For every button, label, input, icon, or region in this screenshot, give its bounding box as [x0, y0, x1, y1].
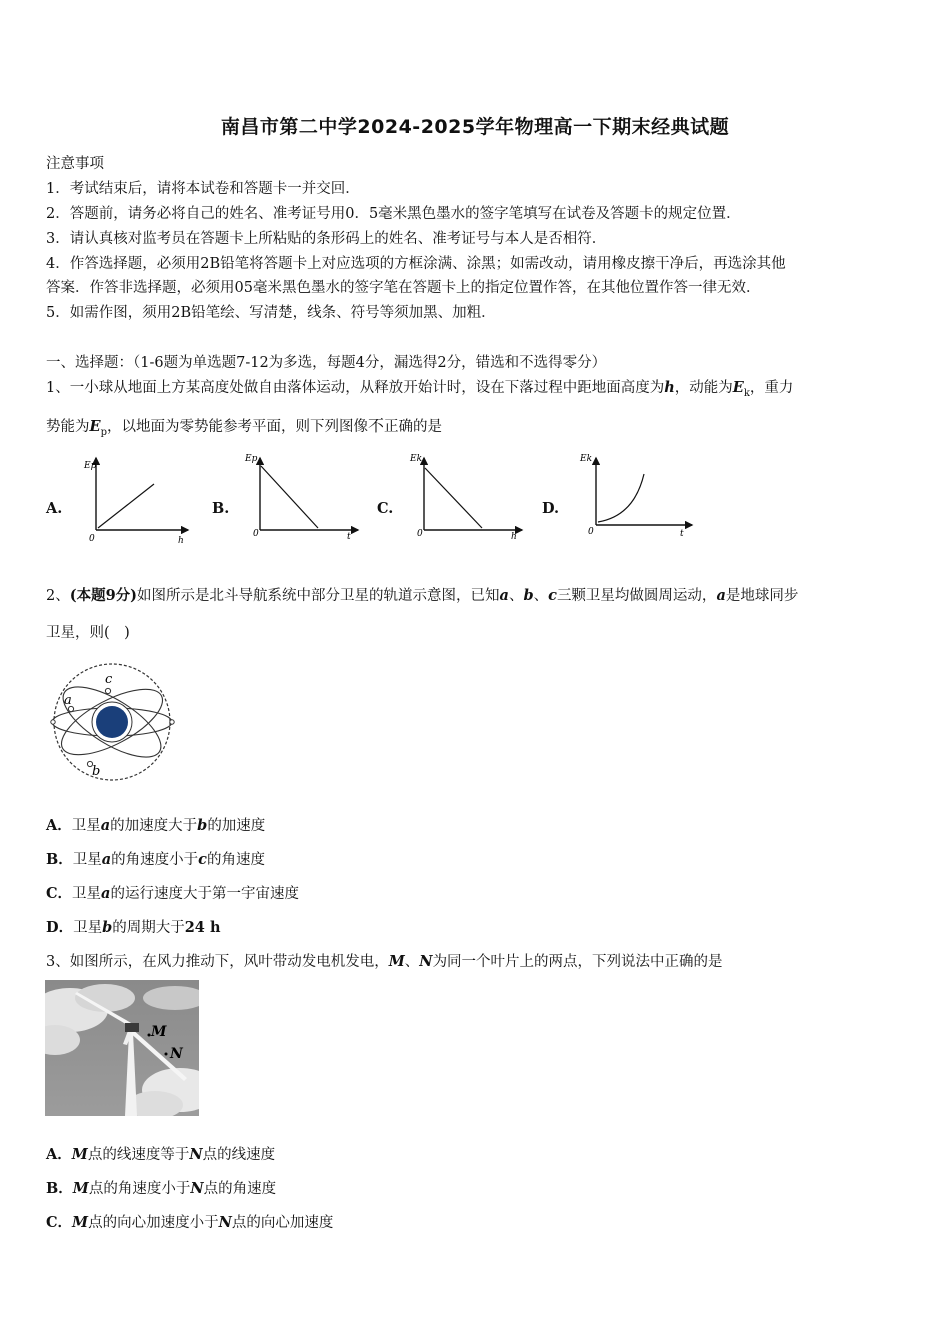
- q1-graph-d-origin: 0: [588, 527, 594, 537]
- q2-var-c: c: [548, 587, 557, 604]
- q2-option-text: 的角速度小于: [111, 852, 199, 868]
- q3-option-key: C．: [46, 1214, 73, 1231]
- q3-var-n: N: [419, 953, 433, 970]
- section-heading: 一、选择题：（1-6题为单选题7-12为多选，每题4分，漏选得2分，错选和不选得零分）: [46, 355, 607, 371]
- q2-sep: 、: [533, 588, 549, 604]
- q2-text: 如图所示是北斗导航系统中部分卫星的轨道示意图，已知: [137, 588, 500, 604]
- q2-var-a: a: [499, 587, 509, 604]
- q3-option-var: M: [72, 1180, 89, 1197]
- q1-text: 1、一小球从地面上方某高度处做自由落体运动，从释放开始计时，设在下落过程中距地面高度为: [46, 380, 665, 396]
- q1-graph-c-ylabel: Ek: [410, 454, 423, 464]
- q1-option-c-label: C.: [377, 500, 394, 517]
- q2-option-a[interactable]: [46, 814, 265, 835]
- q2-score: (本题9分): [69, 587, 138, 604]
- q2-option-text: 卫星: [73, 920, 103, 936]
- q2-orbit-diagram: [48, 660, 178, 785]
- q3-text: 为同一个叶片上的两点，下列说法中正确的是: [432, 954, 723, 970]
- q2-label-a: a: [64, 693, 72, 708]
- q1-graph-d-curve: [598, 474, 644, 522]
- q1-var-ep: E: [89, 418, 101, 435]
- q3-option-c[interactable]: [46, 1211, 333, 1232]
- q1-graph-c-origin: 0: [417, 529, 423, 539]
- q3-option-key: B．: [46, 1180, 73, 1197]
- q2-stem-line1: [46, 584, 798, 605]
- q2-option-text: 的角速度: [207, 852, 266, 868]
- q3-option-var: N: [189, 1146, 203, 1163]
- q3-option-b[interactable]: [46, 1177, 276, 1198]
- q3-text: 3、如图所示，在风力推动下，风叶带动发电机发电，: [46, 954, 389, 970]
- q1-graph-b-ylabel: Ep: [245, 454, 258, 464]
- q3-option-text: 点的线速度等于: [87, 1147, 190, 1163]
- q3-var-m: M: [388, 953, 405, 970]
- notice-item-4: 4．作答选择题，必须用2B铅笔将答题卡上对应选项的方框涂满、涂黑；如需改动，请用橡皮擦干净后，再选涂其他: [46, 256, 786, 272]
- q2-var-a: a: [716, 587, 726, 604]
- page-title: 南昌市第二中学2024-2025学年物理高一下期末经典试题: [220, 116, 730, 138]
- q2-sep: 、: [508, 588, 524, 604]
- q1-graph-b-line: [261, 466, 318, 528]
- q1-emphasis-not: 不: [367, 416, 384, 435]
- q3-turbine-hub: [125, 1023, 139, 1032]
- q1-sub-p: p: [100, 426, 107, 438]
- q1-graph-a: [76, 450, 196, 548]
- q3-option-text: 点的角速度: [203, 1181, 277, 1197]
- q2-option-text: 的加速度大于: [110, 818, 198, 834]
- q2-stem-line2: 卫星，则( ): [46, 625, 130, 641]
- q1-graph-c-xlabel: h: [511, 532, 517, 542]
- q3-option-text: 点的向心加速度: [231, 1215, 334, 1231]
- q2-text: 是地球同步: [725, 588, 799, 604]
- q3-photo-label-n: N: [170, 1046, 183, 1062]
- q1-text: ，重力: [749, 380, 794, 396]
- q3-option-var: N: [190, 1180, 204, 1197]
- notice-item-4-cont: 答案．作答非选择题，必须用05毫米黑色墨水的签字笔在答题卡上的指定位置作答，在其他位置作答一律无效．: [46, 280, 761, 296]
- q3-option-text: 点的线速度: [202, 1147, 276, 1163]
- q1-option-b-label: B.: [212, 500, 230, 517]
- q2-option-c[interactable]: [46, 882, 299, 903]
- notice-item-3: 3．请认真核对监考员在答题卡上所粘贴的条形码上的姓名、准考证号与本人是否相符．: [46, 231, 607, 247]
- notice-item-5: 5．如需作图，须用2B铅笔绘、写清楚，线条、符号等须加黑、加粗．: [46, 305, 496, 321]
- notice-item-1: 1．考试结束后，请将本试卷和答题卡一并交回．: [46, 181, 360, 197]
- q1-text: ，以地面为零势能参考平面，则下列图像: [106, 419, 368, 435]
- q2-option-value: 24 h: [184, 919, 221, 936]
- q1-var-ek: E: [732, 379, 744, 396]
- q1-graph-d: [576, 450, 696, 548]
- q2-option-var: a: [100, 817, 111, 834]
- q3-option-var: M: [71, 1146, 88, 1163]
- q3-option-a[interactable]: [46, 1143, 275, 1164]
- q1-text: ，动能为: [674, 380, 733, 396]
- q3-sep: 、: [404, 954, 420, 970]
- q2-option-text: 的加速度: [207, 818, 266, 834]
- q1-graph-d-xlabel: t: [680, 529, 684, 539]
- q2-option-var: a: [101, 851, 112, 868]
- q1-graph-b-xlabel: t: [347, 532, 351, 542]
- q1-graph-c: [404, 450, 524, 548]
- notice-item-2: 2．答题前，请务必将自己的姓名、准考证号用0．5毫米黑色墨水的签字笔填写在试卷及答题卡的规定位置．: [46, 206, 741, 222]
- q1-sub-k: k: [743, 387, 750, 399]
- q3-option-var: M: [72, 1214, 89, 1231]
- q1-graph-b-origin: 0: [253, 529, 259, 539]
- q2-option-key: D．: [46, 919, 74, 936]
- notice-heading: 注意事项: [46, 156, 104, 172]
- q1-text: 势能为: [46, 419, 90, 435]
- q1-graph-a-line: [98, 484, 154, 528]
- q2-option-var: c: [198, 851, 208, 868]
- q1-option-a-label: A.: [46, 500, 63, 517]
- q1-stem-line1: [46, 376, 793, 399]
- q1-text: 正确的是: [383, 419, 442, 435]
- q1-graph-c-line: [425, 468, 482, 528]
- q2-option-text: 的运行速度大于第一宇宙速度: [110, 886, 299, 902]
- earth-icon: [96, 706, 128, 738]
- q1-var-h: h: [664, 379, 675, 396]
- q2-option-var: b: [102, 919, 113, 936]
- q2-option-text: 的周期大于: [112, 920, 185, 936]
- q3-option-text: 点的角速度小于: [88, 1181, 191, 1197]
- q2-option-b[interactable]: [46, 848, 265, 869]
- q2-var-b: b: [523, 587, 534, 604]
- q2-option-var: b: [197, 817, 208, 834]
- q2-option-text: 卫星: [72, 886, 102, 902]
- q3-photo-label-m: M: [151, 1024, 167, 1040]
- q2-option-var: a: [101, 885, 111, 902]
- q1-stem-line2: [46, 413, 442, 438]
- q2-option-text: 卫星: [72, 852, 102, 868]
- q2-label-b: b: [92, 764, 101, 779]
- q2-option-key: A．: [46, 817, 72, 834]
- q1-graph-d-ylabel: Ek: [580, 454, 593, 464]
- q2-text: 三颗卫星均做圆周运动，: [556, 588, 717, 604]
- q3-option-key: A．: [46, 1146, 72, 1163]
- q2-option-key: B．: [46, 851, 73, 868]
- q3-wind-turbine-photo: [45, 980, 199, 1116]
- q1-graph-b: [240, 450, 360, 548]
- q3-option-text: 点的向心加速度小于: [88, 1215, 219, 1231]
- q1-graph-a-ylabel: Ep: [84, 461, 97, 471]
- q1-graph-a-origin: 0: [89, 534, 95, 544]
- q3-option-var: N: [218, 1214, 232, 1231]
- q2-option-d[interactable]: [46, 916, 221, 937]
- q1-graph-a-xlabel: h: [178, 536, 184, 546]
- q2-label-c: c: [105, 672, 113, 687]
- q2-option-key: C．: [46, 885, 73, 902]
- q1-option-d-label: D.: [542, 500, 560, 517]
- q3-stem: [46, 950, 723, 971]
- q2-option-text: 卫星: [71, 818, 101, 834]
- q2-text: 2、: [46, 588, 70, 604]
